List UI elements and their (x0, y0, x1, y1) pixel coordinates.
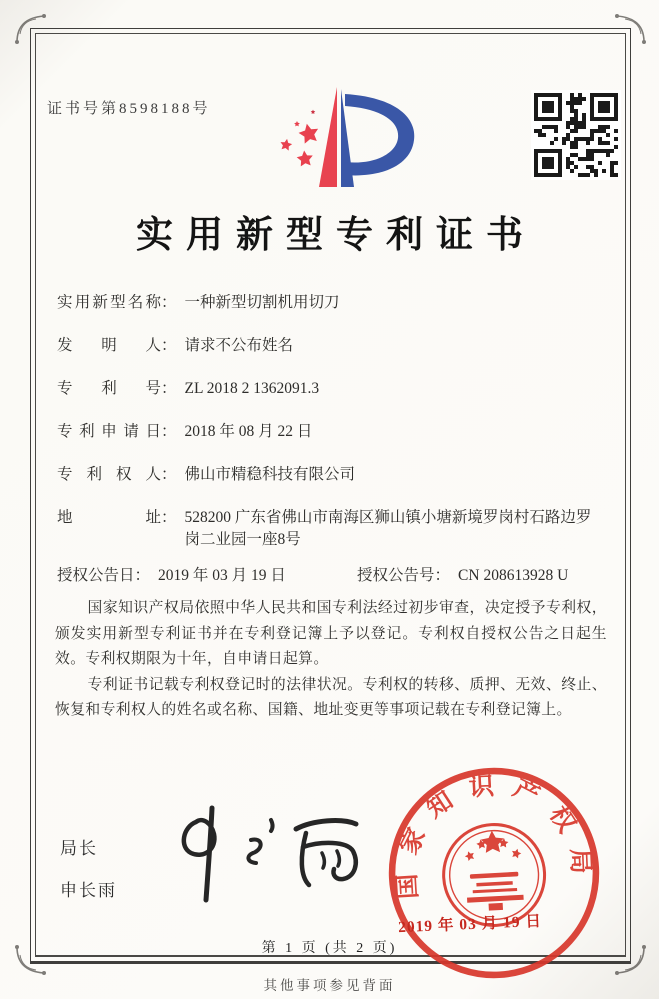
field-colon: ： (161, 423, 177, 440)
commissioner-signature (150, 800, 380, 908)
field-value: 一种新型切割机用切刀 (184, 294, 340, 311)
field-utility-model-name (57, 292, 605, 314)
field-label: 专利号 (57, 380, 161, 397)
grant-number-label: 授权公告号 (357, 567, 435, 584)
signer-block (60, 834, 117, 918)
field-patentee (57, 464, 605, 486)
field-colon: ： (161, 380, 177, 397)
field-label: 专利权人 (57, 466, 161, 483)
field-value: 请求不公布姓名 (184, 337, 294, 354)
field-label: 地址 (57, 509, 161, 526)
seal-text: 国家知识产权局 (393, 772, 595, 900)
field-filing-date (57, 421, 605, 443)
page-number: 第 1 页 (共 2 页) (261, 941, 398, 956)
back-side-note: 其他事项参见背面 (263, 978, 396, 993)
corner-ornament-icon (613, 12, 647, 46)
field-value: 528200 广东省佛山市南海区狮山镇小塘新境罗岗村石路边罗岗二业园一座8号 (184, 509, 592, 548)
cnipa-patent-logo-icon (253, 82, 428, 194)
field-value: 2018 年 08 月 22 日 (184, 423, 313, 440)
grant-row (57, 565, 605, 587)
field-label: 发明人 (57, 337, 161, 354)
qr-code (531, 90, 621, 180)
field-value: 佛山市精稳科技有限公司 (184, 466, 356, 483)
seal-date: 2019 年 03 月 19 日 (397, 912, 543, 937)
field-label: 专利申请日 (57, 423, 161, 440)
field-label: 实用新型名称 (57, 294, 161, 311)
grant-date-value: 2019 年 03 月 19 日 (158, 567, 286, 584)
signer-title: 局长 (60, 839, 98, 858)
field-colon: ： (134, 567, 151, 584)
signer-name: 申长雨 (60, 881, 117, 900)
field-colon: ： (434, 567, 451, 584)
legal-paragraph-1: 国家知识产权局依照中华人民共和国专利法经过初步审查，决定授予专利权，颁发实用新型专利证书并在专利登记簿上予以登记。专利权自授权公告之日起生效。专利权期限为十年，自申请日起算。 (55, 600, 607, 667)
field-address (57, 507, 605, 551)
grant-number-value: CN 208613928 U (458, 567, 569, 584)
grant-date-group (57, 565, 357, 587)
certificate-number: 证书号第8598188号 (47, 101, 211, 117)
grant-date-label: 授权公告日 (57, 567, 135, 584)
field-colon: ： (161, 337, 177, 354)
field-value: ZL 2018 2 1362091.3 (184, 380, 320, 397)
field-colon: ： (161, 466, 177, 483)
field-colon: ： (161, 294, 177, 311)
corner-ornament-icon (14, 12, 48, 46)
legal-paragraph-2: 专利证书记载专利权登记时的法律状况。专利权的转移、质押、无效、终止、恢复和专利权人的姓名或名称、国籍、地址变更等事项记载在专利登记簿上。 (55, 676, 607, 718)
legal-text (55, 596, 607, 724)
field-colon: ： (161, 509, 177, 526)
field-patent-number (57, 378, 605, 400)
certificate-title: 实用新型专利证书 (136, 215, 536, 256)
grant-number-group (357, 565, 568, 587)
field-inventor (57, 335, 605, 357)
certificate-fields (57, 292, 605, 595)
